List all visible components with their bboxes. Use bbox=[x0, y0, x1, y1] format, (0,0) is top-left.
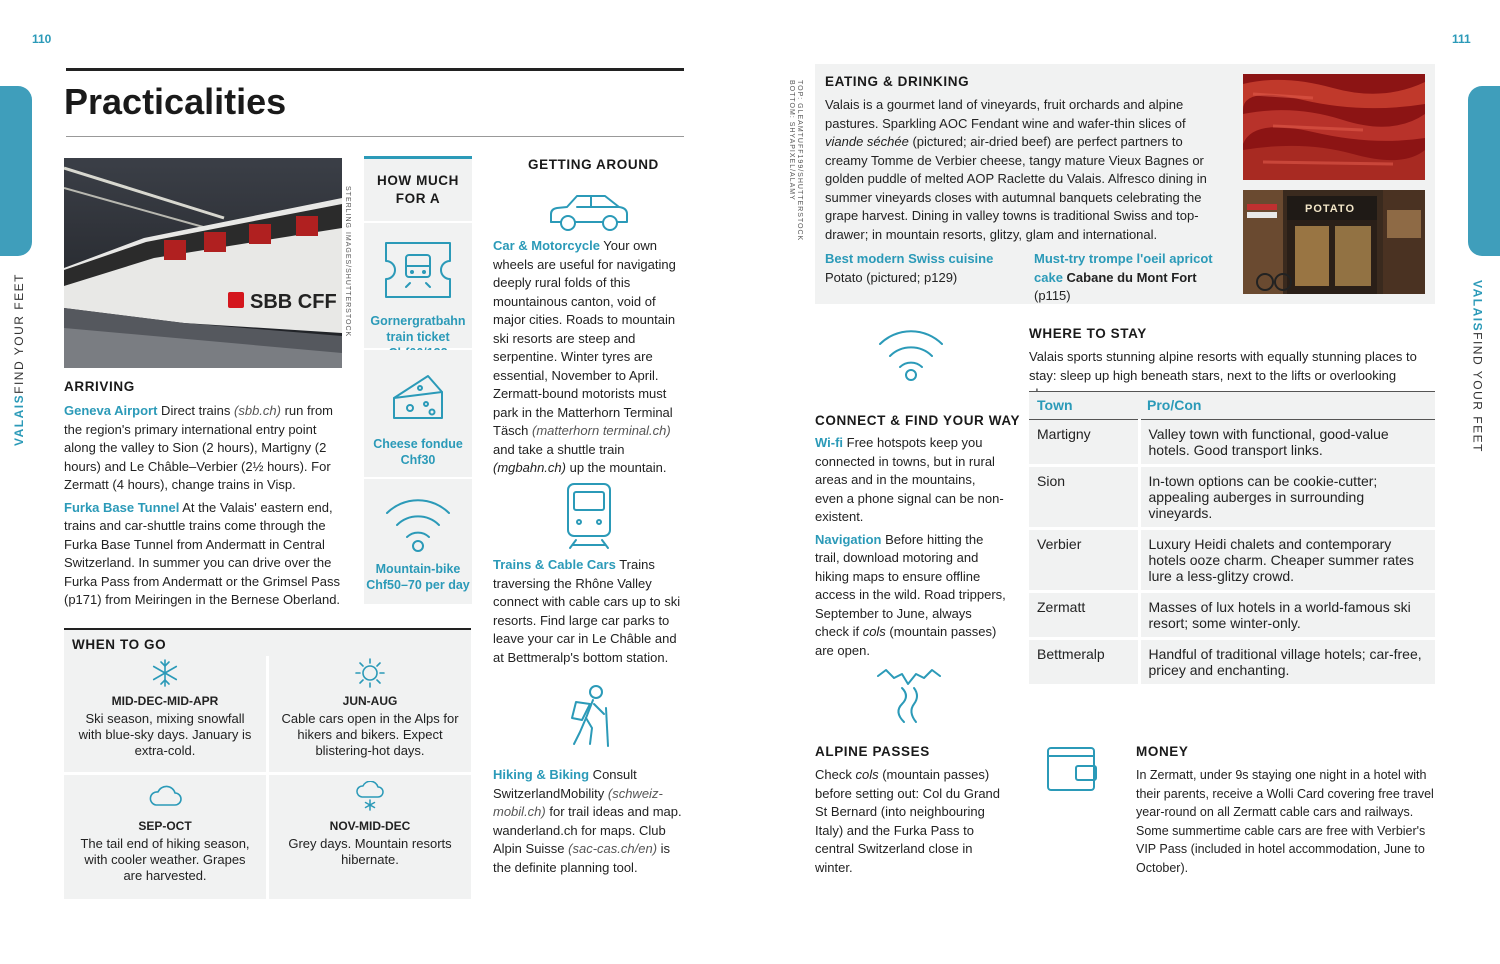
alpine-body: Check cols (mountain passes) before setting out: Col du Grand St Bernard (into neighbouring Italy) and the Furka Pass to central Switzerland close in winter. bbox=[815, 767, 1001, 875]
photo-credit-top: TOP: GLEAMTUFF199/SHUTTERSTOCK bbox=[796, 80, 803, 242]
potato-sign: POTATO bbox=[1305, 203, 1355, 215]
table-row: Sion In-town options can be cookie-cutter; appealing auberges in surrounding vineyards. bbox=[1029, 465, 1435, 528]
money-heading: MONEY bbox=[1136, 744, 1189, 759]
connect-body: Wi-fi Free hotspots keep you connected in towns, but in rural areas and in the mountains, even a phone signal can be non-existent. Navigation Before hitting the trail, download motoring and hiking maps to ensure offline access in the wild. Road trippers, September to June, always check if cols (mountain passes) are open. bbox=[815, 435, 1006, 658]
page-number-right: 111 bbox=[1452, 32, 1471, 46]
potato-restaurant-photo bbox=[1243, 190, 1425, 294]
car-icon bbox=[547, 190, 631, 242]
car-paragraph: Car & Motorcycle Your own wheels are useful for navigating deeply rural folds of this mountainous canton, void of major cities. Roads to mountain ski resorts are steep and serpentine. Winter tyres are essential, November to April. Zermatt-bound motorists must park in the Matterhorn Terminal Täsch (matterhorn terminal.ch) and take a shuttle train (mgbahn.ch) up the mountain. bbox=[493, 238, 676, 475]
matterhorn-link[interactable]: (matterhorn terminal.ch) bbox=[532, 423, 671, 438]
how-much-item: Mountain-bike Chf50–70 per day bbox=[364, 479, 472, 604]
page-title: Practicalities bbox=[64, 81, 287, 122]
best-cuisine: Best modern Swiss cuisine Potato (pictured; p129) bbox=[825, 251, 994, 285]
sbb-logo: SBB CFF bbox=[250, 291, 337, 313]
wifi-icon bbox=[383, 493, 453, 553]
side-label-left bbox=[10, 273, 29, 446]
when-heading: WHEN TO GO bbox=[72, 637, 167, 652]
season-card: JUN-AUG Cable cars open in the Alps for hikers and bikers. Expect blistering-hot days. bbox=[269, 654, 471, 772]
tram-icon bbox=[562, 482, 616, 556]
table-header bbox=[1029, 392, 1435, 420]
mountain-pass-icon bbox=[876, 664, 942, 734]
getting-around-heading: GETTING AROUND bbox=[528, 157, 659, 172]
sac-cas-link[interactable]: (sac-cas.ch/en) bbox=[568, 841, 658, 856]
train-paragraph: Trains & Cable Cars Trains traversing the Rhône Valley connect with cable cars up to ski resorts. Find large car parks to leave your car in Le Châble and at Bettmeralp's bottom station. bbox=[493, 557, 681, 665]
side-label-right bbox=[1468, 280, 1487, 453]
sbb-link[interactable]: (sbb.ch) bbox=[234, 403, 281, 418]
dried-beef-photo bbox=[1243, 74, 1425, 180]
hiker-icon bbox=[566, 684, 614, 754]
eating-heading: EATING & DRINKING bbox=[825, 74, 970, 89]
title-underline bbox=[66, 136, 684, 137]
cheese-icon bbox=[390, 370, 446, 426]
season-card: NOV-MID-DEC Grey days. Mountain resorts hibernate. bbox=[269, 775, 471, 899]
wifi-icon bbox=[876, 326, 946, 388]
season-card: SEP-OCT The tail end of hiking season, with cooler weather. Grapes are harvested. bbox=[64, 775, 266, 899]
hiking-paragraph: Hiking & Biking Consult SwitzerlandMobility (schweiz-mobil.ch) for trail ideas and map. wanderland.ch for maps. Club Alpin Suisse (sac-cas.ch/en) is the definite planning tool. bbox=[493, 767, 682, 875]
schweizmobil-link[interactable]: (schweiz-mobil.ch) bbox=[493, 785, 663, 819]
table-row: Bettmeralp Handful of traditional village hotels; car-free, pricey and enchanting. bbox=[1029, 638, 1435, 685]
must-try: Must-try trompe l'oeil apricot cake Cabane du Mont Fort (p115) bbox=[1034, 251, 1213, 303]
stay-table bbox=[1029, 391, 1435, 687]
how-much-heading: HOW MUCH FOR A bbox=[364, 159, 472, 221]
col-town: Town bbox=[1029, 392, 1139, 420]
alpine-heading: ALPINE PASSES bbox=[815, 744, 930, 759]
how-much-item: Cheese fondue Chf30 bbox=[364, 350, 472, 477]
side-section: FIND YOUR FEET bbox=[1470, 332, 1485, 453]
mgbahn-link[interactable]: (mgbahn.ch) bbox=[493, 460, 566, 475]
train-ticket-icon bbox=[380, 239, 456, 301]
cloud-icon bbox=[148, 783, 182, 809]
money-body: In Zermatt, under 9s staying one night in a hotel with their parents, receive a Wolli Card covering free travel year-round on all Zermatt cable cars and railways. Some summertime cable cars are free with Verbier's VIP Pass (included in hotel accommodation, June to October). bbox=[1136, 768, 1434, 875]
photo-credit-train: STERLING IMAGES/SHUTTERSTOCK bbox=[344, 186, 351, 338]
season-card: MID-DEC-MID-APR Ski season, mixing snowfall with blue-sky days. January is extra-cold. bbox=[64, 654, 266, 772]
snow-cloud-icon bbox=[354, 781, 386, 811]
stay-heading: WHERE TO STAY bbox=[1029, 326, 1147, 341]
snowflake-icon bbox=[150, 658, 180, 688]
stay-intro: Valais sports stunning alpine resorts with equally stunning places to stay: sleep up high beneath stars, next to the lifts or overlooking bbox=[1029, 349, 1417, 383]
arriving-heading: ARRIVING bbox=[64, 379, 135, 394]
table-row: Verbier Luxury Heidi chalets and contemporary hotels ooze charm. Cheaper summer rates lure a less-glitzy crowd. bbox=[1029, 528, 1435, 591]
side-region: VALAIS bbox=[12, 393, 26, 446]
photo-credit-bottom: BOTTOM: SHYAPIXEL/ALAMY bbox=[788, 80, 795, 201]
side-tab-left bbox=[0, 86, 32, 256]
page-number-left: 110 bbox=[32, 32, 52, 46]
arriving-lead-furka: Furka Base Tunnel bbox=[64, 499, 180, 515]
connect-heading: CONNECT & FIND YOUR WAY bbox=[815, 413, 1021, 428]
table-row: Zermatt Masses of lux hotels in a world-famous ski resort; some winter-only. bbox=[1029, 591, 1435, 638]
arriving-lead-geneva: Geneva Airport bbox=[64, 403, 158, 418]
how-much-item: Gornergratbahn train ticket bbox=[364, 223, 472, 348]
wallet-icon bbox=[1046, 744, 1098, 800]
side-region: VALAIS bbox=[1470, 280, 1485, 333]
side-section: FIND YOUR FEET bbox=[12, 273, 26, 394]
arriving-body: Geneva Airport Direct trains (sbb.ch) run from the region's primary international entry point along the valley to Sion (2 hours), Martigny (2 hours) and Le Châble–Verbier (2½ hours). For Zermatt (4 hours), change trains in Visp. Furka Base Tunnel At the Valais' eastern end, trains and car-shuttle trains come through the Furka Base Tunnel from Andermatt in Central Switzerland. In summer you can drive over the Furka Pass from Andermatt or the Grimsel Pass (p171) from Meiringen in the Bernese Oberland. bbox=[64, 403, 341, 607]
sun-icon bbox=[355, 658, 385, 688]
table-row: Martigny Valley town with functional, good-value hotels. Good transport links. bbox=[1029, 419, 1435, 465]
col-procon: Pro/Con bbox=[1139, 392, 1435, 420]
train-photo bbox=[64, 158, 342, 368]
side-tab-right bbox=[1468, 86, 1500, 256]
title-rule bbox=[66, 68, 684, 71]
eating-body: Valais is a gourmet land of vineyards, fruit orchards and alpine pastures. Sparkling AOC Fendant wine and wafer-thin slices of viande séchée (pictured; air-dried beef) are perfect partners to creamy Tomme de Verbier cheese, tangy mature Vieux Bagnes or golden puddle of melted AOP Raclette du Valais. Alfresco dining in summer vineyards closes with autumnal banquets celebrating the grape harvest. Dining in valley towns is traditional Swiss and top-drawer; in mountain resorts, glitzy, glam and international. bbox=[825, 97, 1207, 242]
